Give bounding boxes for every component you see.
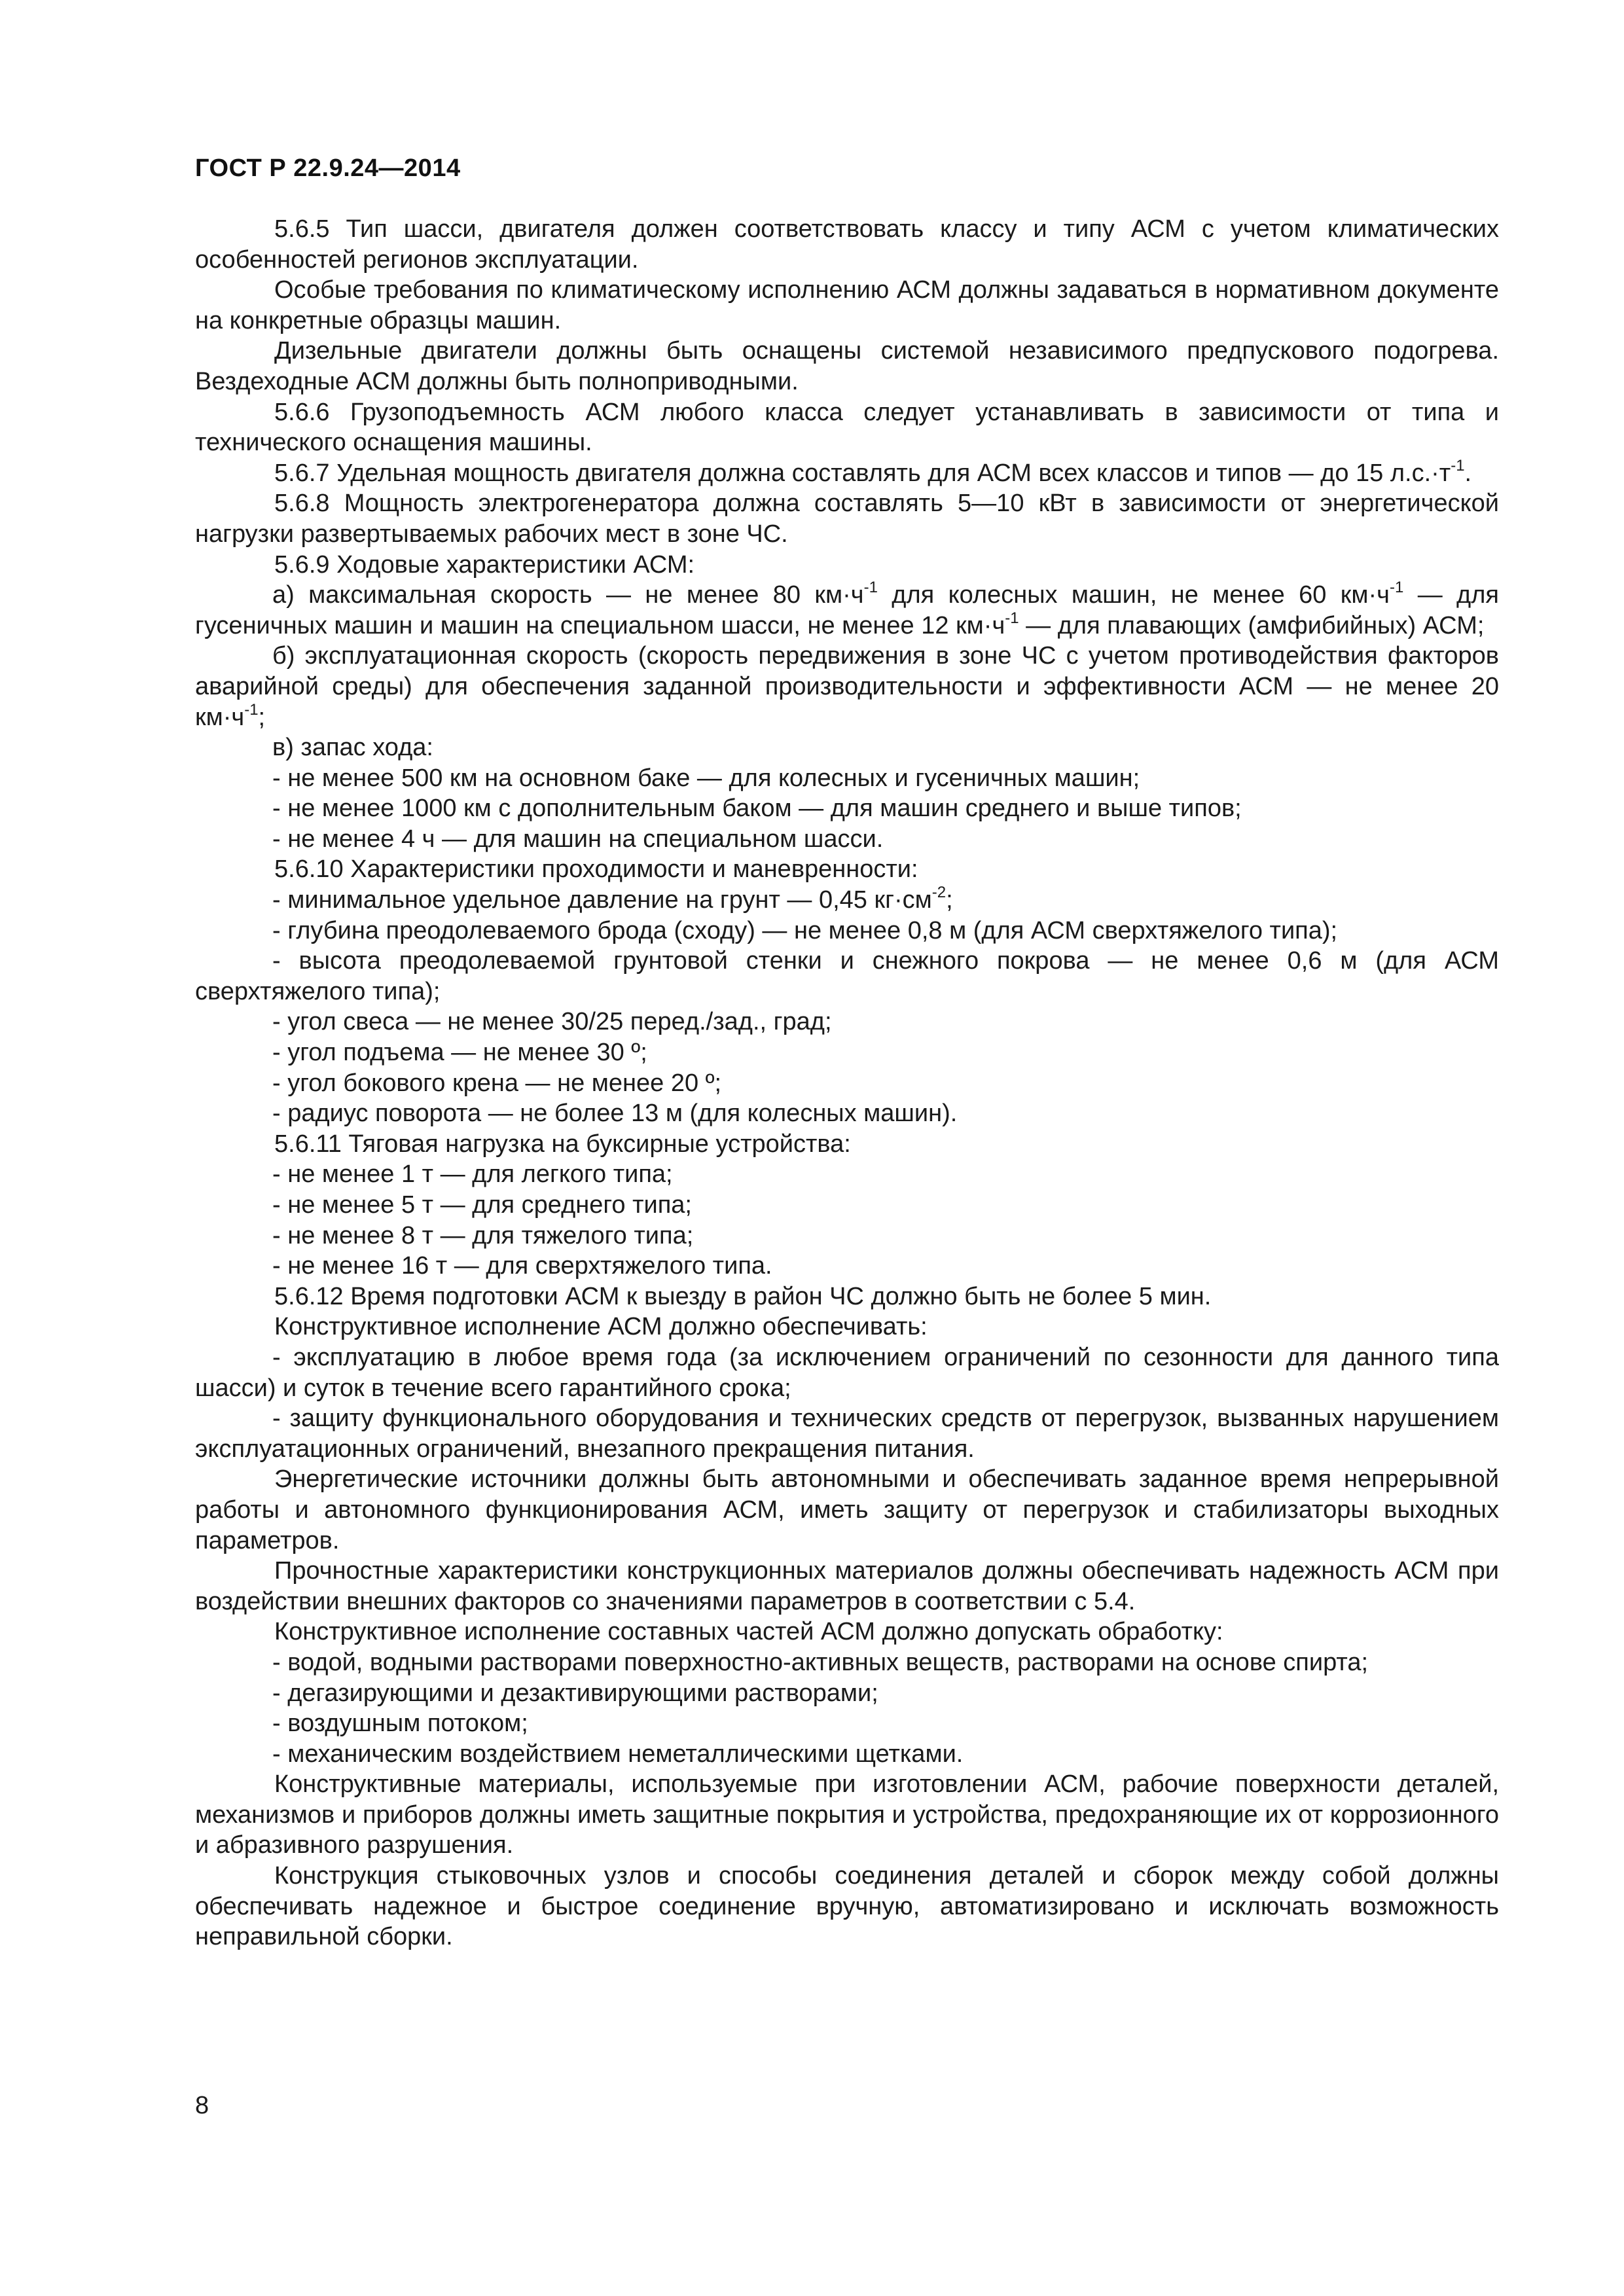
unit-exponent: -1 bbox=[1389, 579, 1404, 597]
list-item: - не менее 16 т — для сверхтяжелого типа. bbox=[272, 1252, 772, 1280]
paragraph-max-speed bbox=[195, 580, 1499, 641]
list-item: - радиус поворота — не более 13 м (для колесных машин). bbox=[272, 1100, 958, 1128]
list-item: - угол бокового крена — не менее 20 º; bbox=[272, 1069, 722, 1097]
max-speed-text-c: — для гусеничных машин и машин на специальном шасси, не менее 12 км·ч bbox=[195, 581, 1499, 639]
list-item: - высота преодолеваемой грунтовой стенки и снежного покрова — не менее 0,6 м (для АСМ сверхтяжелого типа); bbox=[195, 947, 1499, 1005]
unit-exponent: -1 bbox=[1451, 456, 1465, 475]
unit-exponent: -2 bbox=[931, 884, 947, 902]
paragraph-5-6-7-end: . bbox=[1464, 459, 1472, 487]
list-item: - не менее 5 т — для среднего типа; bbox=[272, 1191, 692, 1219]
list-item: - не менее 1 т — для легкого типа; bbox=[272, 1160, 673, 1189]
list-item: - не менее 1000 км с дополнительным баком — для машин среднего и выше типов; bbox=[272, 795, 1242, 823]
paragraph-climate-requirements: Особые требования по климатическому исполнению АСМ должны задаваться в нормативном документе на конкретные образцы машин. bbox=[195, 276, 1499, 334]
list-item: - угол подъема — не менее 30 º; bbox=[272, 1039, 647, 1067]
list-item: - глубина преодолеваемого брода (сходу) — не менее 0,8 м (для АСМ сверхтяжелого типа); bbox=[272, 916, 1338, 944]
paragraph-5-6-8: 5.6.8 Мощность электрогенератора должна составлять 5—10 кВт в зависимости от энергетической нагрузки развертываемых рабочих мест в зоне ЧС. bbox=[195, 490, 1499, 548]
document-body bbox=[195, 214, 1499, 1952]
paragraph-5-6-7 bbox=[195, 458, 1499, 489]
max-speed-text-d: — для плавающих (амфибийных) АСМ; bbox=[1019, 611, 1485, 639]
list-item: - не менее 4 ч — для машин на специальном шасси. bbox=[272, 825, 884, 853]
list-item: - угол свеса — не менее 30/25 перед./зад., град; bbox=[272, 1008, 832, 1036]
page-number: 8 bbox=[195, 2092, 209, 2119]
paragraph-protective-coatings: Конструктивные материалы, используемые при изготовлении АСМ, рабочие поверхности деталей, механизмов и приборов должны иметь защитные покрытия и устройства, предохраняющие их от коррозионного и абразивного разрушения. bbox=[195, 1770, 1499, 1859]
paragraph-design-requirements: Конструктивное исполнение АСМ должно обеспечивать: bbox=[274, 1313, 928, 1341]
paragraph-material-strength: Прочностные характеристики конструкционных материалов должны обеспечивать надежность АСМ при воздействии внешних факторов со значениями параметров в соответствии с 5.4. bbox=[195, 1557, 1499, 1615]
list-item: - воздушным потоком; bbox=[272, 1710, 528, 1738]
list-item: - дегазирующими и дезактивирующими растворами; bbox=[272, 1679, 878, 1707]
paragraph-5-6-12: 5.6.12 Время подготовки АСМ к выезду в район ЧС должно быть не более 5 мин. bbox=[274, 1282, 1212, 1310]
document-code-header: ГОСТ Р 22.9.24—2014 bbox=[195, 154, 461, 182]
list-item bbox=[195, 885, 1499, 916]
paragraph-docking-units: Конструкция стыковочных узлов и способы соединения деталей и сборок между собой должны обеспечивать надежное и быстрое соединение вручную, автоматизировано и исключать возможность неправильной сборки. bbox=[195, 1862, 1499, 1951]
list-item: - защиту функционального оборудования и технических средств от перегрузок, вызванных нарушением эксплуатационных ограничений, внезапного прекращения питания. bbox=[195, 1405, 1499, 1463]
paragraph-operational-speed bbox=[195, 641, 1499, 732]
paragraph-5-6-9: 5.6.9 Ходовые характеристики АСМ: bbox=[274, 550, 695, 579]
paragraph-5-6-7-text: 5.6.7 Удельная мощность двигателя должна составлять для АСМ всех классов и типов — до 15 л.с.·т bbox=[274, 459, 1451, 487]
paragraph-5-6-10: 5.6.10 Характеристики проходимости и маневренности: bbox=[274, 855, 918, 884]
max-speed-text-b: для колесных машин, не менее 60 км·ч bbox=[877, 581, 1390, 609]
ground-pressure-end: ; bbox=[946, 886, 953, 914]
operational-speed-text: б) эксплуатационная скорость (скорость передвижения в зоне ЧС с учетом противодействия факторов аварийной среды) для обеспечения заданной производительности и эффективности АСМ — не менее 20 км·ч bbox=[195, 642, 1499, 731]
ground-pressure-text: - минимальное удельное давление на грунт — 0,45 кг·см bbox=[272, 886, 932, 914]
list-item: - не менее 500 км на основном баке — для колесных и гусеничных машин; bbox=[272, 764, 1140, 792]
operational-speed-end: ; bbox=[258, 703, 266, 731]
list-item: - механическим воздействием неметаллическими щетками. bbox=[272, 1740, 964, 1768]
paragraph-5-6-5: 5.6.5 Тип шасси, двигателя должен соответствовать классу и типу АСМ с учетом климатических особенностей регионов эксплуатации. bbox=[195, 215, 1499, 274]
list-item: - не менее 8 т — для тяжелого типа; bbox=[272, 1221, 694, 1249]
max-speed-text-a: а) максимальная скорость — не менее 80 км·ч bbox=[272, 581, 864, 609]
list-item: - эксплуатацию в любое время года (за исключением ограничений по сезонности для данного типа шасси) и суток в течение всего гарантийного срока; bbox=[195, 1343, 1499, 1402]
paragraph-5-6-11: 5.6.11 Тяговая нагрузка на буксирные устройства: bbox=[274, 1130, 851, 1158]
paragraph-treatment: Конструктивное исполнение составных частей АСМ должно допускать обработку: bbox=[274, 1618, 1223, 1646]
unit-exponent: -1 bbox=[863, 579, 878, 597]
paragraph-energy-sources: Энергетические источники должны быть автономными и обеспечивать заданное время непрерывной работы и автономного функционирования АСМ, иметь защиту от перегрузок и стабилизаторы выходных параметров. bbox=[195, 1465, 1499, 1554]
paragraph-range-heading: в) запас хода: bbox=[272, 734, 433, 762]
list-item: - водой, водными растворами поверхностно-активных веществ, растворами на основе спирта; bbox=[272, 1648, 1369, 1676]
paragraph-diesel-engines: Дизельные двигатели должны быть оснащены системой независимого предпускового подогрева. Вездеходные АСМ должны быть полноприводными. bbox=[195, 337, 1499, 395]
paragraph-5-6-6: 5.6.6 Грузоподъемность АСМ любого класса следует устанавливать в зависимости от типа и технического оснащения машины. bbox=[195, 398, 1499, 457]
unit-exponent: -1 bbox=[1005, 609, 1019, 627]
unit-exponent: -1 bbox=[244, 700, 259, 719]
